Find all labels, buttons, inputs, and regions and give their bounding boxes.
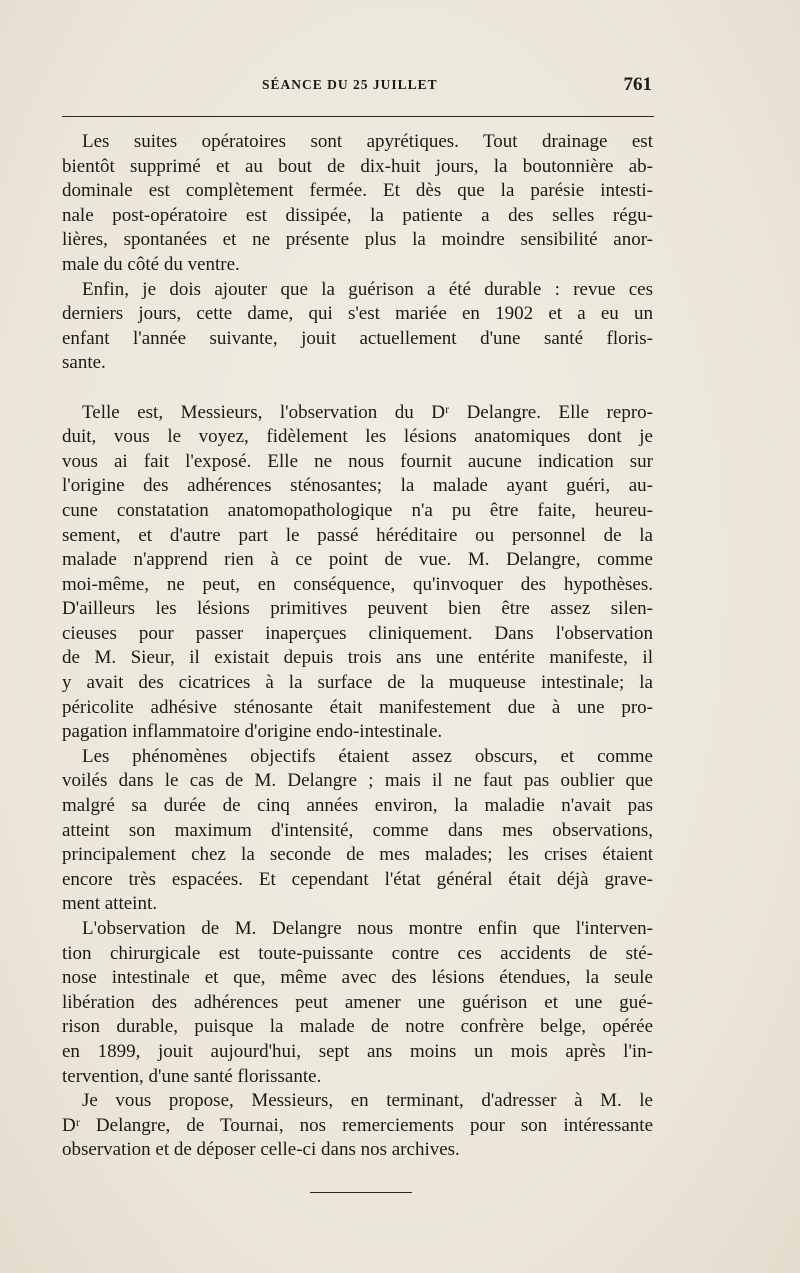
end-rule xyxy=(310,1192,412,1193)
header-rule xyxy=(62,116,654,117)
running-title: SÉANCE DU 25 JUILLET xyxy=(262,77,438,92)
text-line: observation et de déposer celle-ci dans nos archives. xyxy=(62,1139,460,1161)
text-line: bientôt supprimé et au bout de dix-huit jours, la boutonnière ab- xyxy=(62,155,653,177)
text-line: enfant l'année suivante, jouit actuellement d'une santé floris- xyxy=(62,327,653,349)
text-line: pagation inflammatoire d'origine endo-intestinale. xyxy=(62,721,443,743)
text-line: cieuses pour passer inaperçues cliniquement. Dans l'observation xyxy=(62,622,653,644)
paragraph xyxy=(62,278,653,376)
text-line: malgré sa durée de cinq années environ, la maladie n'avait pas xyxy=(62,795,653,817)
text-line: sement, et d'autre part le passé héréditaire ou personnel de la xyxy=(62,524,653,546)
text-line: Les suites opératoires sont apyrétiques. Tout drainage est xyxy=(82,131,653,152)
text-line: D'ailleurs les lésions primitives peuvent bien être assez silen- xyxy=(62,598,653,620)
text-line: tervention, d'une santé florissante. xyxy=(62,1065,322,1087)
text-line: nose intestinale et que, même avec des lésions étendues, la seule xyxy=(62,967,653,989)
text-line: Dʳ Delangre, de Tournai, nos remerciements pour son intéressante xyxy=(62,1114,653,1136)
text-line: sante. xyxy=(62,352,106,374)
text-line: moi-même, ne peut, en conséquence, qu'invoquer des hypothèses. xyxy=(62,573,653,595)
text-line: malade n'apprend rien à ce point de vue. M. Delangre, comme xyxy=(62,549,653,571)
text-line: cune constatation anatomopathologique n'a pu être faite, heureu- xyxy=(62,499,653,521)
text-line: péricolite adhésive sténosante était manifestement due à une pro- xyxy=(62,696,653,718)
text-line: en 1899, jouit aujourd'hui, sept ans moins un mois après l'in- xyxy=(62,1040,653,1062)
text-line: L'observation de M. Delangre nous montre enfin que l'interven- xyxy=(82,918,653,939)
text-line: voilés dans le cas de M. Delangre ; mais il ne faut pas oublier que xyxy=(62,770,653,792)
paragraph xyxy=(62,917,653,1089)
text-line: libération des adhérences peut amener une guérison et une gué- xyxy=(62,991,653,1013)
text-line: Je vous propose, Messieurs, en terminant, d'adresser à M. le xyxy=(82,1090,653,1112)
text-line: Telle est, Messieurs, l'observation du Dʳ Delangre. Elle repro- xyxy=(82,401,653,423)
text-line: nale post-opératoire est dissipée, la patiente a des selles régu- xyxy=(62,204,653,226)
text-line: lières, spontanées et ne présente plus la moindre sensibilité anor- xyxy=(62,229,653,251)
text-line: l'origine des adhérences sténosantes; la malade ayant guéri, au- xyxy=(62,475,653,497)
text-line: tion chirurgicale est toute-puissante contre ces accidents de sté- xyxy=(62,942,653,964)
body-text xyxy=(62,130,653,1163)
text-line: ment atteint. xyxy=(62,893,157,915)
page-header xyxy=(62,74,652,101)
text-line: Enfin, je dois ajouter que la guérison a été durable : revue ces xyxy=(82,278,653,300)
text-line: derniers jours, cette dame, qui s'est mariée en 1902 et a eu un xyxy=(62,303,653,325)
text-line: duit, vous le voyez, fidèlement les lésions anatomiques dont je xyxy=(62,426,653,448)
text-line: encore très espacées. Et cependant l'état général était déjà grave- xyxy=(62,868,653,890)
paragraph xyxy=(62,130,653,278)
text-line: male du côté du ventre. xyxy=(62,253,240,275)
paragraph xyxy=(62,745,653,917)
text-line: Les phénomènes objectifs étaient assez obscurs, et comme xyxy=(82,745,653,767)
text-line: dominale est complètement fermée. Et dès que la parésie intesti- xyxy=(62,180,653,202)
text-line: principalement chez la seconde de mes malades; les crises étaient xyxy=(62,844,653,866)
paragraph xyxy=(62,1089,653,1163)
page-number: 761 xyxy=(623,74,652,95)
text-line: de M. Sieur, il existait depuis trois ans une entérite manifeste, il xyxy=(62,647,653,669)
text-line: rison durable, puisque la malade de notre confrère belge, opérée xyxy=(62,1016,653,1038)
text-line: y avait des cicatrices à la surface de la muqueuse intestinale; la xyxy=(62,672,653,694)
text-line: atteint son maximum d'intensité, comme dans mes observations, xyxy=(62,819,653,841)
paragraph-gap xyxy=(62,376,653,401)
text-line: vous ai fait l'exposé. Elle ne nous fournit aucune indication sur xyxy=(62,450,653,472)
paragraph xyxy=(62,401,653,745)
